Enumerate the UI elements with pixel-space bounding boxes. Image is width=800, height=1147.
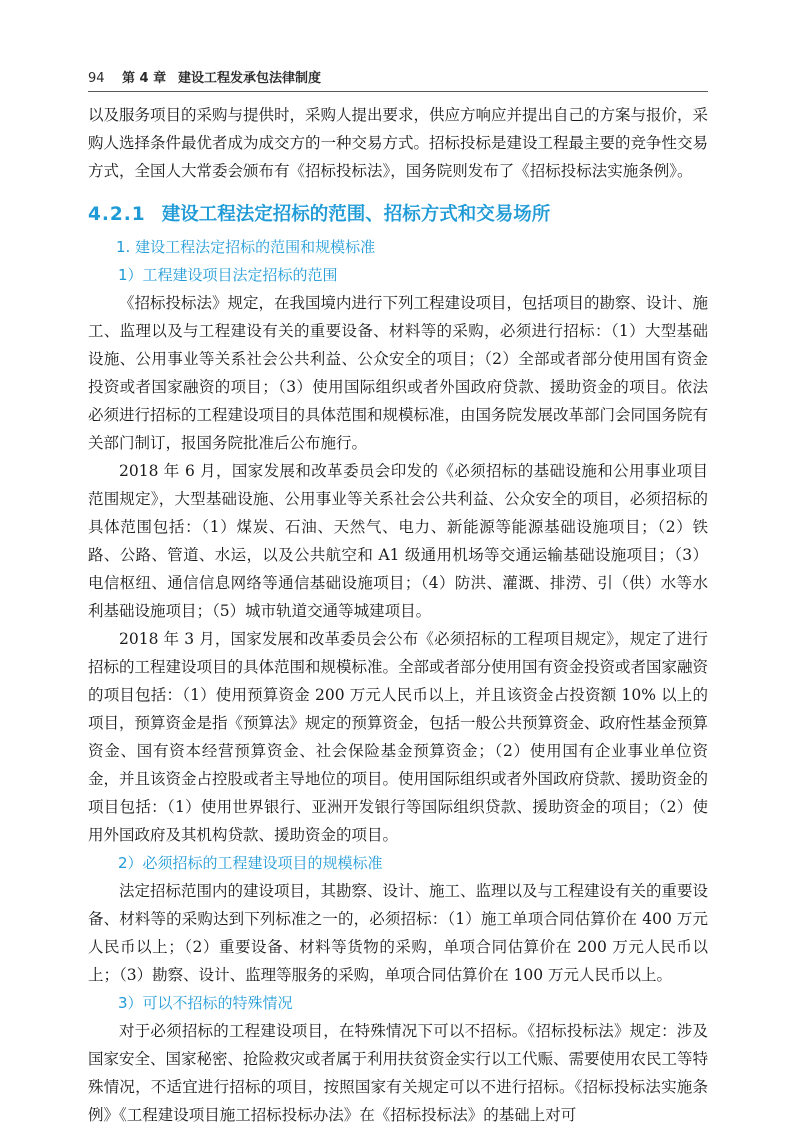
header-divider [88, 91, 708, 92]
section-heading [88, 197, 708, 233]
item-2-paragraph-1: 法定招标范围内的建设项目，其勘察、设计、施工、监理以及与工程建设有关的重要设备、材料等的采购达到下列标准之一的，必须招标：（1）施工单项合同估算价在 400 万元人民币以上；（2）重要设备、材料等货物的采购，单项合同估算价在 200 万元人民币以上；（3）勘察、设计、监理等服务的采购，单项合同估算价在 100 万元人民币以上。 [88, 882, 709, 984]
running-header [88, 67, 708, 87]
intro-paragraph: 以及服务项目的采购与提供时，采购人提出要求，供应方响应并提出自己的方案与报价，采购人选择条件最优者成为成交方的一种交易方式。招标投标是建设工程最主要的竞争性交易方式，全国人大常委会颁布有《招标投标法》，国务院则发布了《招标投标法实施条例》。 [88, 106, 709, 180]
section-title: 建设工程法定招标的范围、招标方式和交易场所 [161, 204, 551, 225]
item-3-heading: 3）可以不招标的特殊情况 [118, 994, 293, 1012]
item-1-paragraph-2: 2018 年 6 月，国家发展和改革委员会印发的《必须招标的基础设施和公用事业项目范围规定》，大型基础设施、公用事业等关系社会公共利益、公众安全的项目，必须招标的具体范围包括：（1）煤炭、石油、天然气、电力、新能源等能源基础设施项目；（2）铁路、公路、管道、水运，以及公共航空和 A1 级通用机场等交通运输基础设施项目；（3）电信枢纽、通信信息网络等通信基础设施项目；（4）防洪、灌溉、排涝、引（供）水等水利基础设施项目；（5）城市轨道交通等城建项目。 [88, 462, 708, 620]
section-number: 4.2.1 [88, 204, 146, 225]
item-3-paragraph-1: 对于必须招标的工程建设项目，在特殊情况下可以不招标。《招标投标法》规定：涉及国家安全、国家秘密、抢险救灾或者属于利用扶贫资金实行以工代赈、需要使用农民工等特殊情况，不适宜进行招标的项目，按照国家有关规定可以不进行招标。《招标投标法实施条例》《工程建设项目施工招标投标办法》在《招标投标法》的基础上对可 [88, 1022, 709, 1124]
item-2-heading: 2）必须招标的工程建设项目的规模标准 [118, 854, 383, 872]
body-text [88, 101, 708, 1129]
subsection-heading: 1. 建设工程法定招标的范围和规模标准 [116, 238, 376, 256]
item-1-heading: 1）工程建设项目法定招标的范围 [118, 266, 338, 284]
chapter-label: 第 4 章 [122, 71, 167, 86]
item-1-paragraph-3: 2018 年 3 月，国家发展和改革委员会公布《必须招标的工程项目规定》，规定了进行招标的工程建设项目的具体范围和规模标准。全部或者部分使用国有资金投资或者国家融资的项目包括：（1）使用预算资金 200 万元人民币以上，并且该资金占投资额 10% 以上的项目，预算资金是指《预算法》规定的预算资金，包括一般公共预算资金、政府性基金预算资金、国有资本经营预算资金、社会保险基金预算资金；（2）使用国有企业事业单位资金，并且该资金占控股或者主导地位的项目。使用国际组织或者外国政府贷款、援助资金的项目包括：（1）使用世界银行、亚洲开发银行等国际组织贷款、援助资金的项目；（2）使用外国政府及其机构贷款、援助资金的项目。 [88, 630, 709, 844]
chapter-title: 建设工程发承包法律制度 [178, 71, 322, 86]
page-number: 94 [88, 71, 105, 86]
item-1-paragraph-1: 《招标投标法》规定，在我国境内进行下列工程建设项目，包括项目的勘察、设计、施工、监理以及与工程建设有关的重要设备、材料等的采购，必须进行招标：（1）大型基础设施、公用事业等关系社会公共利益、公众安全的项目；（2）全部或者部分使用国有资金投资或者国家融资的项目；（3）使用国际组织或者外国政府贷款、援助资金的项目。依法必须进行招标的工程建设项目的具体范围和规模标准，由国务院发展改革部门会同国务院有关部门制订，报国务院批准后公布施行。 [88, 294, 709, 452]
